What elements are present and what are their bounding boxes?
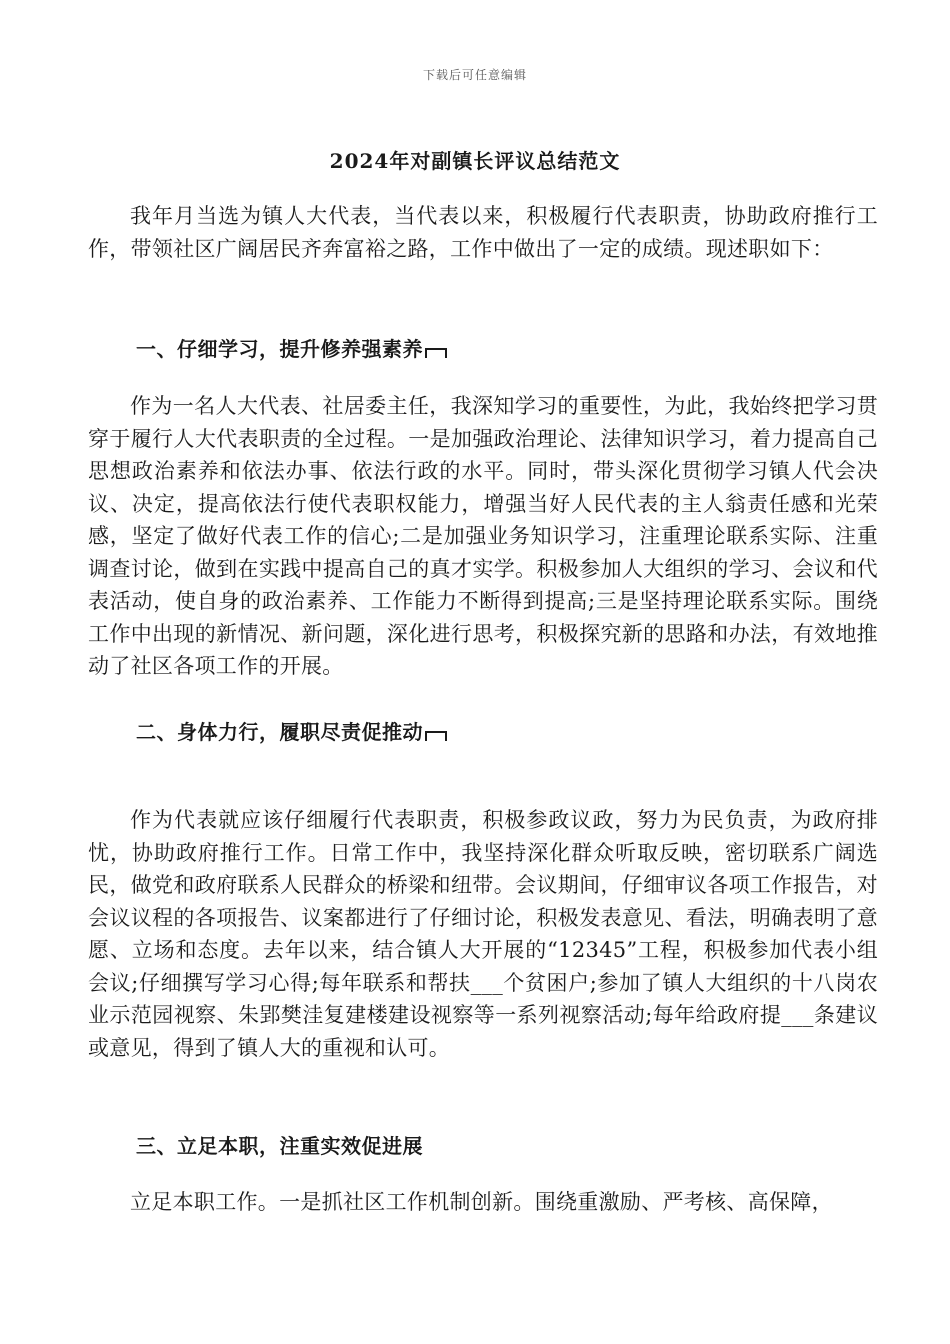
section-2-body: 作为代表就应该仔细履行代表职责，积极参政议政，努力为民负责，为政府排忧，协助政府推行工作。日常工作中，我坚持深化群众听取反映，密切联系广阔选民，做党和政府联系人民群众的桥梁和纽带。会议期间，仔细审议各项工作报告，对会议议程的各项报告、议案都进行了仔细讨论，积极发表意见、看法，明确表明了意愿、立场和态度。去年以来，结合镇人大开展的“12345”工程，积极参加代表小组会议;仔细撰写学习心得;每年联系和帮扶___个贫困户;参加了镇人大组织的十八岗农业示范园视察、朱郢樊洼复建楼建设视察等一系列视察活动;每年给政府提___条建议或意见，得到了镇人大的重视和认可。 [88,808,878,1060]
section-3-body-block [88,1186,878,1219]
section-2-heading [88,716,878,749]
section-1-body: 作为一名人大代表、社居委主任，我深知学习的重要性，为此，我始终把学习贯穿于履行人大代表职责的全过程。一是加强政治理论、法律知识学习，着力提高自己思想政治素养和依法办事、依法行政的水平。同时，带头深化贯彻学习镇人代会决议、决定，提高依法行使代表职权能力，增强当好人民代表的主人翁责任感和光荣感，坚定了做好代表工作的信心;二是加强业务知识学习，注重理论联系实际、注重调查讨论，做到在实践中提高自己的真才实学。积极参加人大组织的学习、会议和代表活动，使自身的政治素养、工作能力不断得到提高;三是坚持理论联系实际。围绕工作中出现的新情况、新问题，深化进行思考，积极探究新的思路和办法，有效地推动了社区各项工作的开展。 [88,394,878,678]
section-3-heading: 三、立足本职，注重实效促进展 [136,1134,423,1158]
intro-paragraph: 我年月当选为镇人大代表，当代表以来，积极履行代表职责，协助政府推行工作，带领社区广阔居民齐奔富裕之路，工作中做出了一定的成绩。现述职如下： [88,204,878,261]
section-2-heading-text: 二、身体力行，履职尽责促推动 [136,720,423,744]
section-3-body: 立足本职工作。一是抓社区工作机制创新。围绕重激励、严考核、高保障， [130,1190,833,1214]
header-note: 下载后可任意编辑 [422,68,527,82]
section-1-heading [88,333,878,366]
document-title: 2024年对副镇长评议总结范文 [329,149,621,173]
section-1-heading-block [88,333,878,366]
section-1-heading-text: 一、仔细学习，提升修养强素养 [136,337,423,361]
section-2-body-block [88,804,878,1064]
section-3-heading-block [88,1130,878,1163]
paragraph-mark-icon [425,731,447,741]
intro-block [88,200,878,265]
section-1-body-block [88,390,878,683]
section-2-heading-block [88,716,878,749]
paragraph-mark-icon [425,348,447,358]
